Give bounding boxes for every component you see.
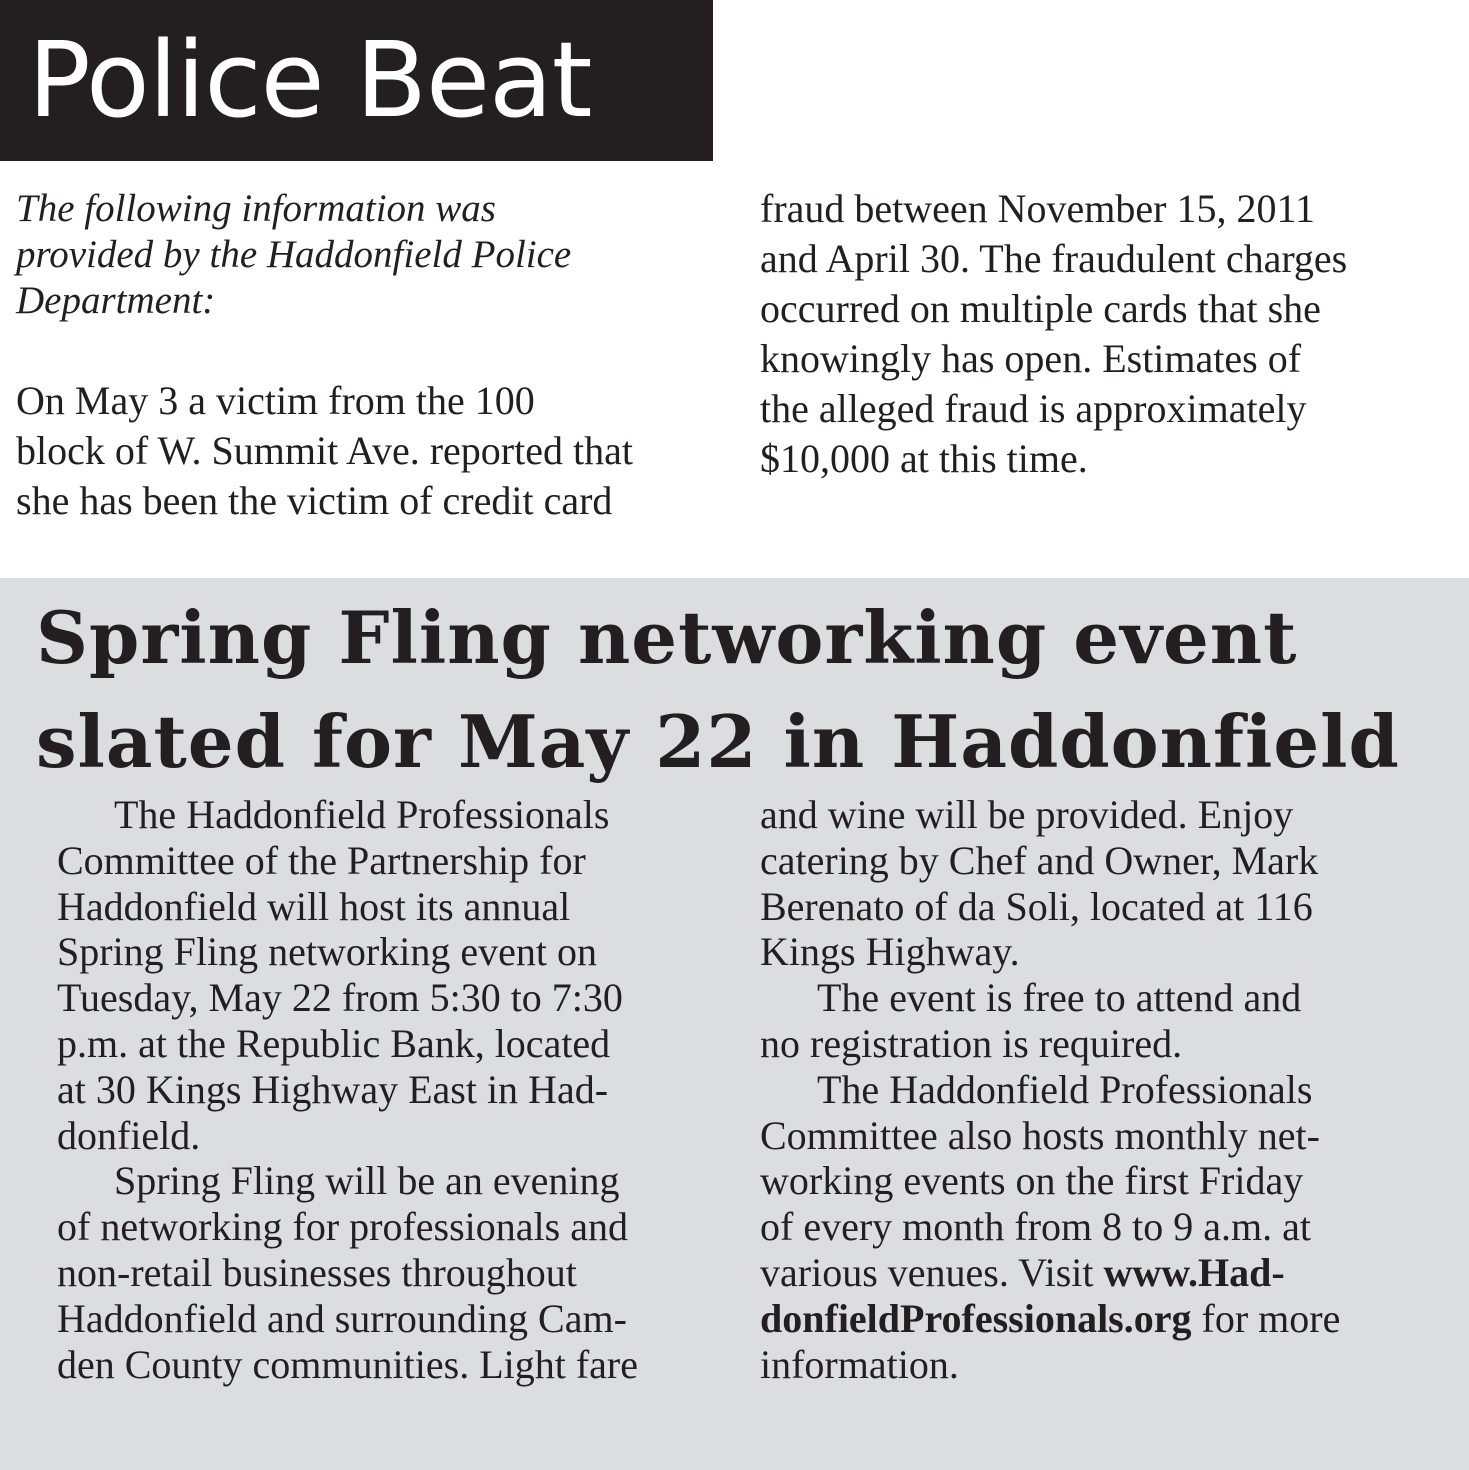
text-line: Committee of the Partnership for	[57, 837, 586, 883]
visit-line	[760, 1250, 1400, 1296]
police-beat-banner: Police Beat	[0, 0, 713, 161]
text-line: Tuesday, May 22 from 5:30 to 7:30	[57, 975, 623, 1021]
article-column-2	[760, 792, 1400, 1387]
text-line: Committee also hosts monthly net-	[760, 1112, 1320, 1158]
text-line: working events on the first Friday	[760, 1158, 1304, 1204]
visit-text: various venues. Visit	[760, 1249, 1104, 1295]
intro-line: provided by the Haddonfield Police	[16, 233, 572, 276]
police-beat-intro	[16, 186, 716, 324]
spring-fling-article	[0, 578, 1469, 1470]
text-line: fraud between November 15, 2011	[760, 186, 1315, 231]
text-line: at 30 Kings Highway East in Had-	[57, 1066, 609, 1112]
text-line: $10,000 at this time.	[760, 436, 1088, 481]
text-line: she has been the victim of credit card	[16, 478, 613, 523]
intro-line: Department:	[16, 279, 216, 322]
text-line: and April 30. The fraudulent charges	[760, 236, 1348, 281]
text-line: no registration is required.	[760, 1020, 1183, 1066]
headline-line: Spring Fling networking event	[36, 595, 1298, 680]
text-line: Kings Highway.	[760, 929, 1020, 975]
headline-line: slated for May 22 in Haddonfield	[36, 699, 1400, 784]
text-line: non-retail businesses throughout	[57, 1249, 577, 1295]
website-link-part-2[interactable]: donfieldProfessionals.org	[760, 1295, 1192, 1341]
text-line: and wine will be provided. Enjoy	[760, 792, 1294, 837]
text-line: occurred on multiple cards that she	[760, 286, 1321, 331]
text-line: Spring Fling networking event on	[57, 929, 597, 975]
text-line: information.	[760, 1341, 959, 1387]
paragraph-start-line: The Haddonfield Professionals	[114, 792, 610, 837]
intro-line: The following information was	[16, 187, 496, 230]
text-line: block of W. Summit Ave. reported that	[16, 428, 633, 473]
text-line: of networking for professionals and	[57, 1204, 628, 1250]
paragraph-start-line: The Haddonfield Professionals	[817, 1066, 1313, 1112]
text-line: Haddonfield and surrounding Cam-	[57, 1295, 627, 1341]
paragraph-start-line: The event is free to attend and	[817, 975, 1302, 1021]
article-headline	[36, 586, 1436, 794]
text-line: knowingly has open. Estimates of	[760, 336, 1302, 381]
paragraph-start-line: Spring Fling will be an evening	[114, 1158, 620, 1204]
after-url-text: for more	[1191, 1295, 1341, 1341]
text-line: donfield.	[57, 1112, 201, 1158]
text-line: den County communities. Light fare	[57, 1341, 638, 1387]
text-line: catering by Chef and Owner, Mark	[760, 837, 1319, 883]
url-line	[760, 1296, 1400, 1342]
text-line: Berenato of da Soli, located at 116	[760, 883, 1313, 929]
text-line: of every month from 8 to 9 a.m. at	[760, 1204, 1311, 1250]
website-link-part-1[interactable]: www.Had-	[1103, 1249, 1285, 1295]
police-beat-column-2	[760, 184, 1426, 484]
text-line: the alleged fraud is approximately	[760, 386, 1307, 431]
police-beat-column-1	[16, 376, 710, 526]
article-column-1	[57, 792, 707, 1387]
text-line: p.m. at the Republic Bank, located	[57, 1020, 611, 1066]
text-line: On May 3 a victim from the 100	[16, 378, 535, 423]
text-line: Haddonfield will host its annual	[57, 883, 571, 929]
